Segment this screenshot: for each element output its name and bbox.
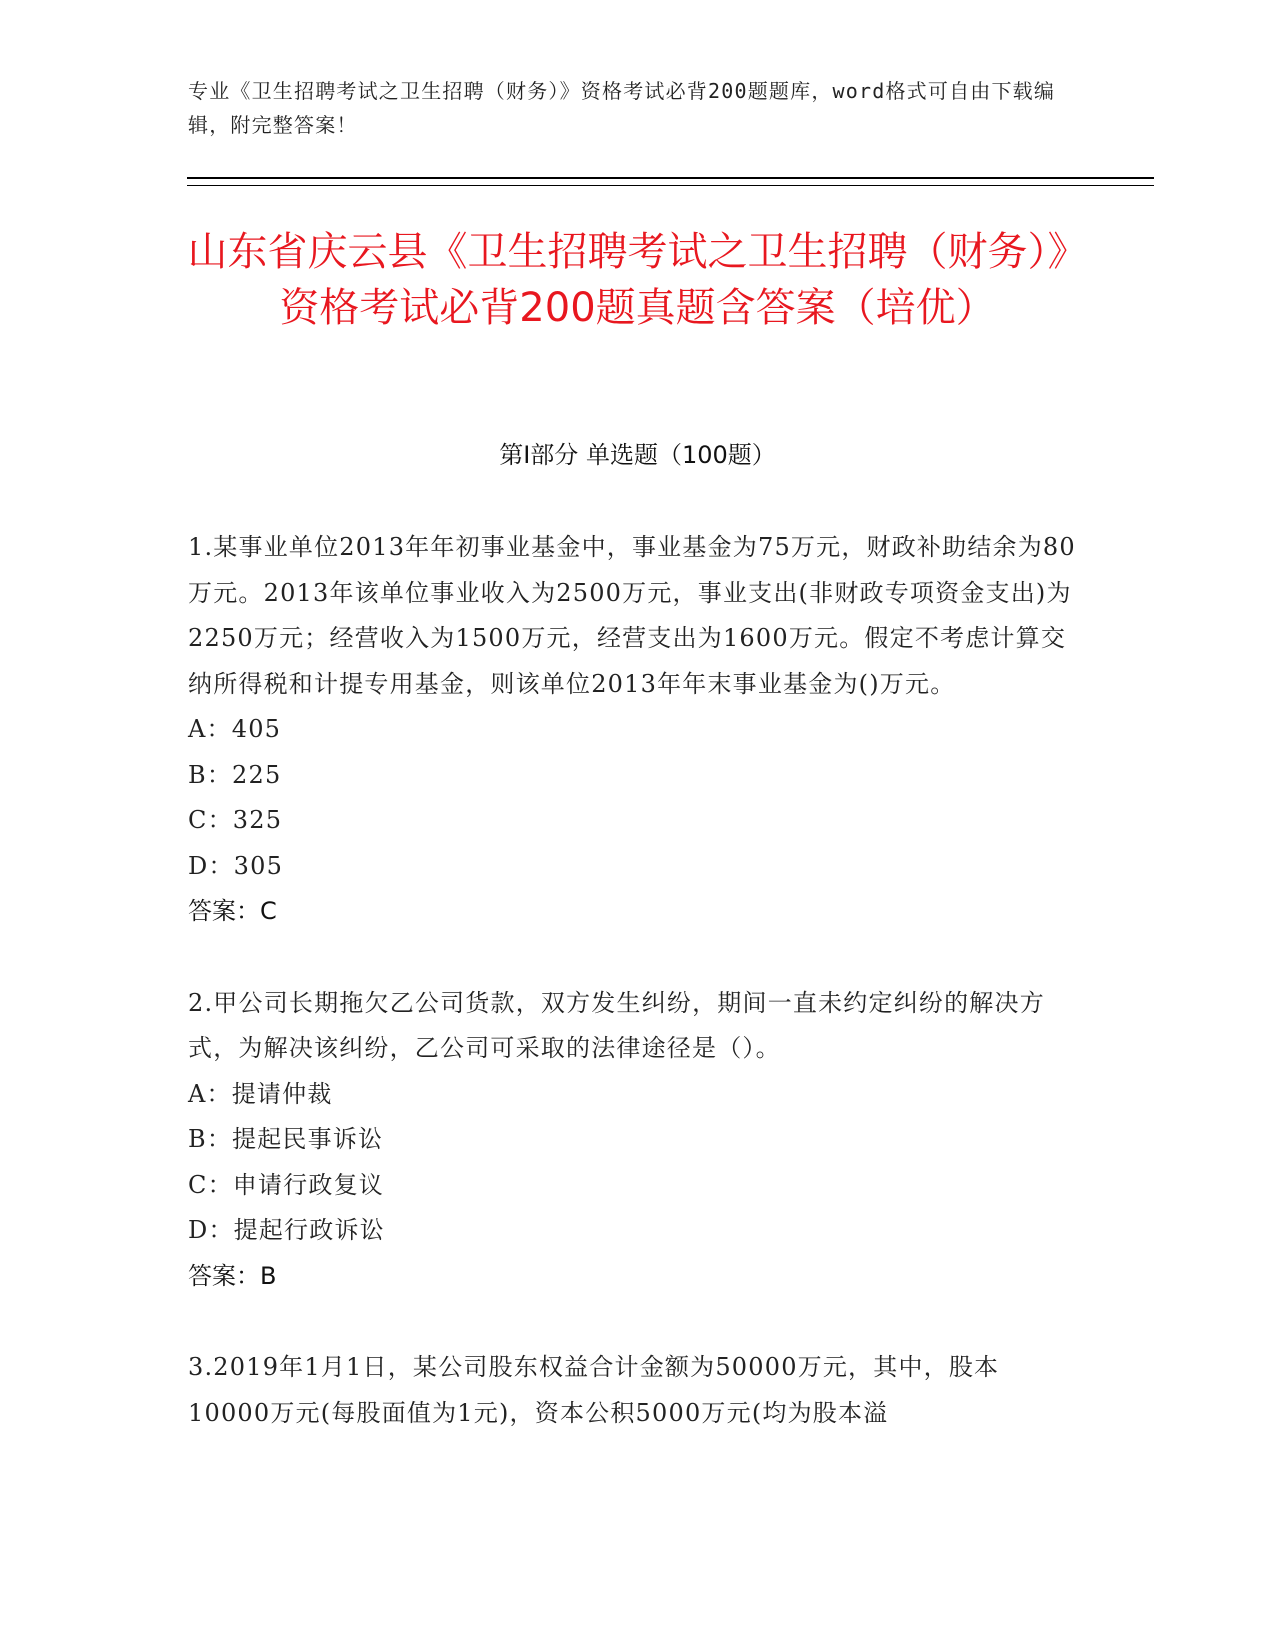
question-stem: 2.甲公司长期拖欠乙公司货款，双方发生纠纷，期间一直未约定纠纷的解决方式，为解决该纠纷，乙公司可采取的法律途径是（）。 bbox=[188, 988, 1045, 1062]
question-list bbox=[188, 525, 1078, 1482]
option-c: C：申请行政复议 bbox=[188, 1170, 384, 1199]
question-2 bbox=[188, 981, 1078, 1300]
option-b: B：提起民事诉讼 bbox=[188, 1125, 384, 1153]
answer: 答案：C bbox=[188, 897, 277, 925]
question-3 bbox=[188, 1345, 1078, 1436]
option-c: C：325 bbox=[188, 806, 283, 834]
option-d: D：提起行政诉讼 bbox=[188, 1216, 385, 1244]
option-d: D：305 bbox=[188, 851, 284, 880]
header-note: 专业《卫生招聘考试之卫生招聘（财务）》资格考试必背200题题库，word格式可自由下载编辑，附完整答案！ bbox=[188, 79, 1056, 137]
option-a: A：405 bbox=[188, 715, 282, 743]
option-a: A：提请仲裁 bbox=[188, 1079, 333, 1108]
answer: 答案：B bbox=[188, 1261, 277, 1290]
question-stem: 3.2019年1月1日，某公司股东权益合计金额为50000万元，其中，股本10000万元(每股面值为1元)，资本公积5000万元(均为股本溢 bbox=[188, 1353, 1000, 1427]
question-stem: 1.某事业单位2013年年初事业基金中，事业基金为75万元，财政补助结余为80万元。2013年该单位事业收入为2500万元，事业支出(非财政专项资金支出)为2250万元；经营收入为1500万元，经营支出为1600万元。假定不考虑计算交纳所得税和计提专用基金，则该单位2013年年末事业基金为()万元。 bbox=[188, 533, 1076, 698]
question-1 bbox=[188, 525, 1078, 935]
header-divider-thick bbox=[187, 177, 1154, 179]
header-divider-thin bbox=[187, 185, 1154, 186]
document-title: 山东省庆云县《卫生招聘考试之卫生招聘（财务）》资格考试必背200题真题含答案（培优） bbox=[187, 229, 1088, 331]
option-b: B：225 bbox=[188, 760, 282, 789]
section-heading: 第Ⅰ部分 单选题（100题） bbox=[499, 441, 776, 469]
